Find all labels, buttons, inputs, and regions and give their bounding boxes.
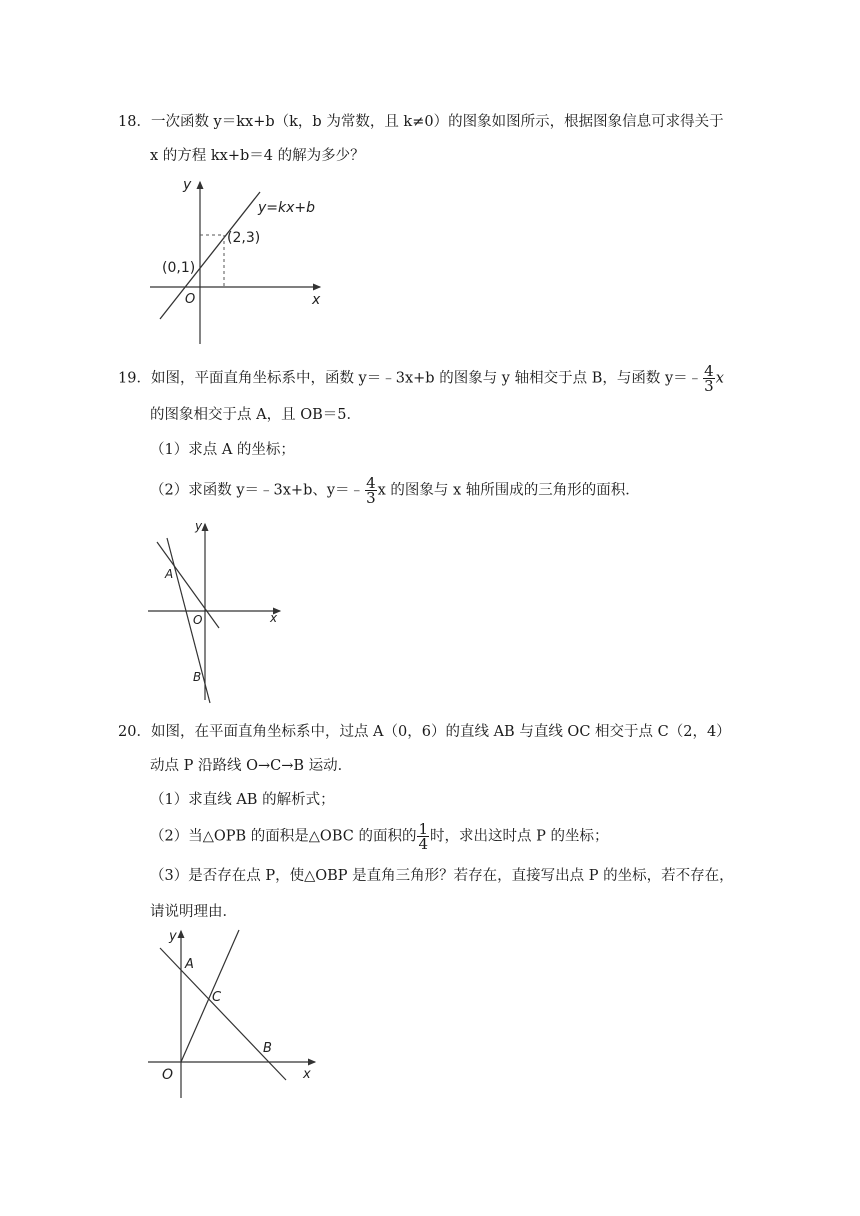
q19-origin-label: O [193, 613, 203, 627]
q20-subquestion-3: （3）是否存在点 P，使△OBP 是直角三角形？若存在，直接写出点 P 的坐标，若不存在， [150, 868, 734, 884]
q19-sub2-frac-den: 3 [366, 489, 376, 507]
q20-point-c-label: C [212, 990, 222, 1005]
q18-point1-label: (0,1) [162, 260, 196, 276]
q19-subquestion-1: （1）求点 A 的坐标； [150, 442, 295, 458]
q20-subquestion-2 [150, 822, 608, 851]
q20-frac-num: 1 [418, 820, 428, 838]
q20-frac-den: 4 [418, 835, 428, 853]
q19-sub2-frac-num: 4 [366, 474, 376, 492]
q19-sub2-b: x 的图象与 x 轴所围成的三角形的面积． [377, 482, 640, 499]
q19-text-line2: 的图象相交于点 A，且 OB＝5． [150, 407, 361, 423]
q19-graph [145, 518, 290, 708]
q19-sub2-fraction-4-3 [365, 476, 377, 505]
q19-point-a-label: A [165, 567, 174, 581]
q19-y-label: y [195, 519, 203, 533]
q18-text-line1: 18．一次函数 y＝kx+b（k，b 为常数，且 k≠0）的图象如图所示，根据图象信息可求得关于 [118, 114, 724, 130]
q19-point-b-label: B [193, 670, 202, 684]
q20-line-oc [181, 930, 239, 1062]
q18-point2-label: (2,3) [227, 230, 261, 246]
q18-graph [145, 176, 345, 351]
q19-subquestion-2 [150, 476, 640, 505]
q20-y-label: y [169, 929, 177, 944]
q18-origin-label: O [185, 292, 196, 307]
q19-fraction-4-3 [703, 364, 715, 393]
q20-x-label: x [303, 1067, 311, 1082]
q18-y-label: y [183, 177, 192, 193]
q19-line1-a: 19．如图，平面直角坐标系中，函数 y＝﹣3x+b 的图象与 y 轴相交于点 B，与函数 y＝﹣ [118, 370, 703, 387]
q20-point-a-label: A [185, 957, 194, 972]
q20-sub2-b: 时，求出这时点 P 的坐标； [430, 828, 609, 845]
q19-text-line1 [118, 364, 724, 393]
q20-fraction-1-4 [417, 822, 429, 851]
q20-point-b-label: B [263, 1041, 272, 1056]
q18-text-line2: x 的方程 kx+b＝4 的解为多少？ [150, 148, 365, 164]
q19-line1-b: x [715, 370, 724, 387]
q20-graph [145, 928, 330, 1103]
q19-sub2-a: （2）求函数 y＝﹣3x+b、y＝﹣ [150, 482, 365, 499]
q18-function-line [160, 192, 260, 319]
q18-x-label: x [312, 292, 321, 308]
q19-frac-num: 4 [704, 362, 714, 380]
q19-frac-den: 3 [704, 377, 714, 395]
q20-text-line2: 动点 P 沿路线 O→C→B 运动． [150, 758, 353, 774]
q19-x-label: x [270, 611, 278, 625]
q19-line-y-neg-4-3-x [157, 542, 219, 628]
q20-text-line1: 20．如图，在平面直角坐标系中，过点 A（0，6）的直线 AB 与直线 OC 相交于点 C（2，4） [118, 724, 731, 740]
q19-line-y-neg-3x-b [167, 538, 210, 703]
q20-sub2-a: （2）当△OPB 的面积是△OBC 的面积的 [150, 828, 417, 845]
q20-subquestion-3-cont: 请说明理由． [150, 904, 237, 920]
q20-origin-label: O [162, 1067, 174, 1083]
q20-subquestion-1: （1）求直线 AB 的解析式； [150, 792, 335, 808]
q18-function-label: y=kx+b [258, 200, 316, 216]
